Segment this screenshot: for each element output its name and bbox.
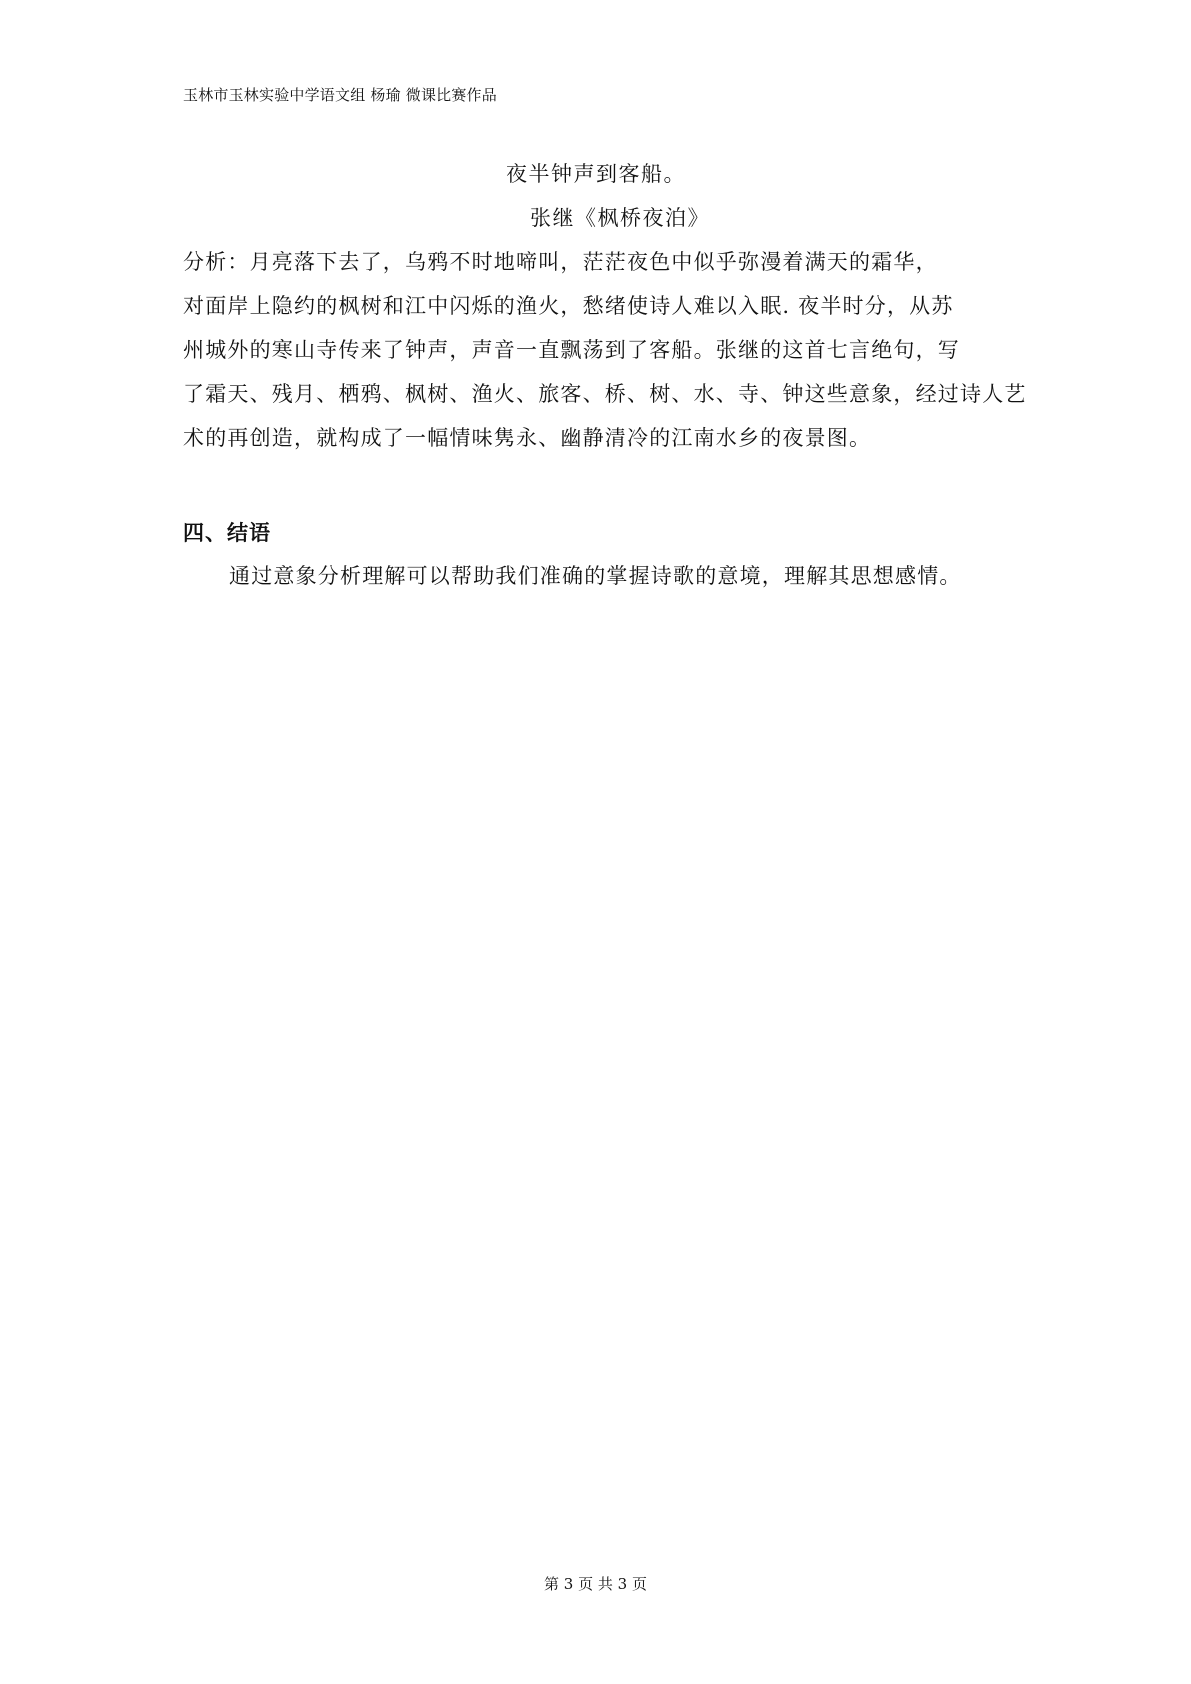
analysis-line: 了霜天、残月、栖鸦、枫树、渔火、旅客、桥、树、水、寺、钟这些意象，经过诗人艺 [183,382,1027,406]
page-number: 第 3 页 共 3 页 [544,1575,647,1593]
poem-line: 夜半钟声到客船。 [506,162,686,186]
conclusion-paragraph: 通过意象分析理解可以帮助我们准确的掌握诗歌的意境，理解其思想感情。 [229,564,962,588]
analysis-paragraph [183,240,1027,460]
analysis-line: 对面岸上隐约的枫树和江中闪烁的渔火，愁绪使诗人难以入眠. 夜半时分，从苏 [183,294,954,318]
analysis-line: 州城外的寒山寺传来了钟声，声音一直飘荡到了客船。张继的这首七言绝句，写 [183,338,960,362]
analysis-line: 分析：月亮落下去了，乌鸦不时地啼叫，茫茫夜色中似乎弥漫着满天的霜华， [183,250,938,274]
section-heading: 四、结语 [183,521,271,545]
poem-source: 张继《枫桥夜泊》 [530,206,710,230]
page-header: 玉林市玉林实验中学语文组 杨瑜 微课比赛作品 [183,86,497,104]
analysis-line: 术的再创造，就构成了一幅情味隽永、幽静清冷的江南水乡的夜景图。 [183,426,872,450]
